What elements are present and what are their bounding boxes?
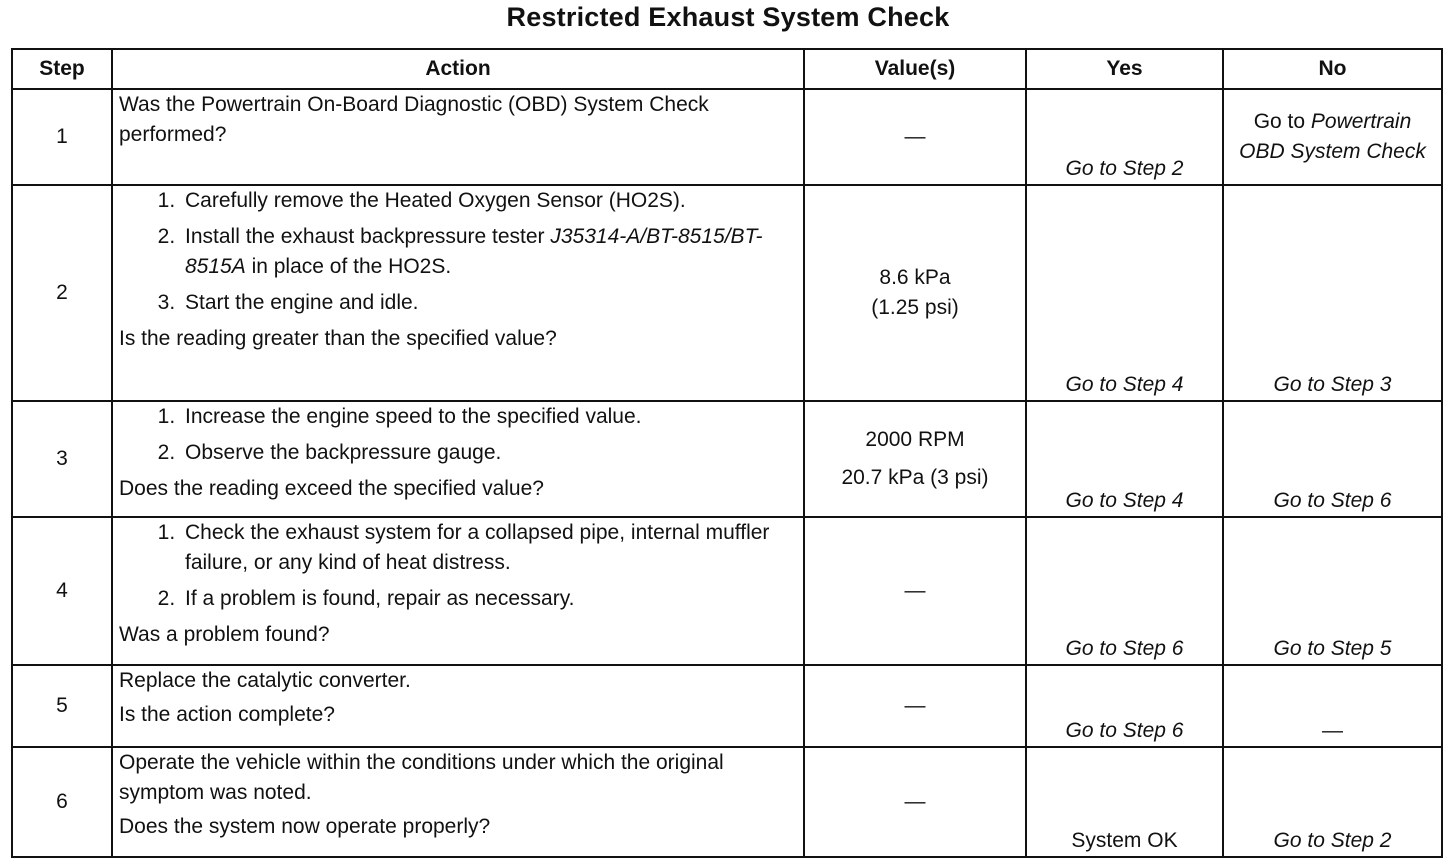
action-text: Replace the catalytic converter. — [119, 669, 411, 692]
action-step-text: in place of the HO2S. — [251, 255, 452, 278]
action-text: Was the Powertrain On-Board Diagnostic (OBD) System Check performed? — [119, 93, 709, 146]
table-row — [12, 517, 1442, 665]
step-number: 1 — [12, 89, 112, 185]
header-yes: Yes — [1026, 49, 1223, 89]
value-cell — [804, 185, 1026, 401]
yes-cell: Go to Step 4 — [1026, 185, 1223, 401]
value-cell: — — [804, 517, 1026, 665]
action-cell — [112, 747, 804, 857]
action-step: 1. Increase the engine speed to the specified value. — [181, 402, 797, 432]
no-cell: — — [1223, 665, 1442, 747]
action-cell — [112, 665, 804, 747]
value-cell: — — [804, 665, 1026, 747]
header-no: No — [1223, 49, 1442, 89]
action-step: 1. Carefully remove the Heated Oxygen Sensor (HO2S). — [181, 186, 797, 216]
action-step: 3. Start the engine and idle. — [181, 288, 797, 318]
tool-number: J35314-A/BT-8515/BT-8515A — [185, 225, 763, 278]
no-cell: Go to Step 5 — [1223, 517, 1442, 665]
action-step: 2. Observe the backpressure gauge. — [181, 438, 797, 468]
action-question: Was a problem found? — [119, 623, 330, 646]
step-number: 2 — [12, 185, 112, 401]
no-cell — [1223, 89, 1442, 185]
step-number: 3 — [12, 401, 112, 517]
no-cell: Go to Step 6 — [1223, 401, 1442, 517]
step-number: 5 — [12, 665, 112, 747]
yes-cell: Go to Step 6 — [1026, 665, 1223, 747]
value-cell: — — [804, 89, 1026, 185]
action-cell — [112, 185, 804, 401]
table-row — [12, 665, 1442, 747]
action-steps — [119, 186, 797, 318]
value-cell — [804, 401, 1026, 517]
header-action: Action — [112, 49, 804, 89]
step-number: 4 — [12, 517, 112, 665]
no-prefix: Go to — [1253, 110, 1306, 133]
diagnostic-table — [11, 48, 1443, 858]
header-step: Step — [12, 49, 112, 89]
action-question: Does the system now operate properly? — [119, 815, 491, 838]
action-text: Operate the vehicle within the conditions under which the original symptom was noted. — [119, 751, 724, 804]
action-cell — [112, 517, 804, 665]
action-steps — [119, 402, 797, 468]
action-step: 2. If a problem is found, repair as necessary. — [181, 584, 797, 614]
action-steps — [119, 518, 797, 614]
yes-cell: Go to Step 2 — [1026, 89, 1223, 185]
yes-cell: System OK — [1026, 747, 1223, 857]
header-row — [12, 49, 1442, 89]
value-line: 20.7 kPa (3 psi) — [841, 466, 989, 489]
action-question: Does the reading exceed the specified value? — [119, 477, 544, 500]
value-line: 8.6 kPa — [879, 266, 951, 289]
no-reference: Powertrain OBD System Check — [1239, 110, 1426, 163]
value-cell: — — [804, 747, 1026, 857]
step-number: 6 — [12, 747, 112, 857]
table-row — [12, 747, 1442, 857]
table-row — [12, 401, 1442, 517]
action-question: Is the reading greater than the specified value? — [119, 327, 557, 350]
value-line: 2000 RPM — [865, 428, 965, 451]
yes-cell: Go to Step 6 — [1026, 517, 1223, 665]
action-step: 1. Check the exhaust system for a collapsed pipe, internal muffler failure, or any kind of heat distress. — [181, 518, 797, 578]
header-values: Value(s) — [804, 49, 1026, 89]
yes-cell: Go to Step 4 — [1026, 401, 1223, 517]
table-row — [12, 89, 1442, 185]
action-step-text: Install the exhaust backpressure tester — [185, 225, 545, 248]
no-cell: Go to Step 2 — [1223, 747, 1442, 857]
value-line: (1.25 psi) — [871, 296, 959, 319]
action-question: Is the action complete? — [119, 703, 335, 726]
action-step — [181, 222, 797, 282]
no-cell: Go to Step 3 — [1223, 185, 1442, 401]
document-title: Restricted Exhaust System Check — [506, 2, 950, 32]
action-cell — [112, 89, 804, 185]
action-cell — [112, 401, 804, 517]
table-row — [12, 185, 1442, 401]
